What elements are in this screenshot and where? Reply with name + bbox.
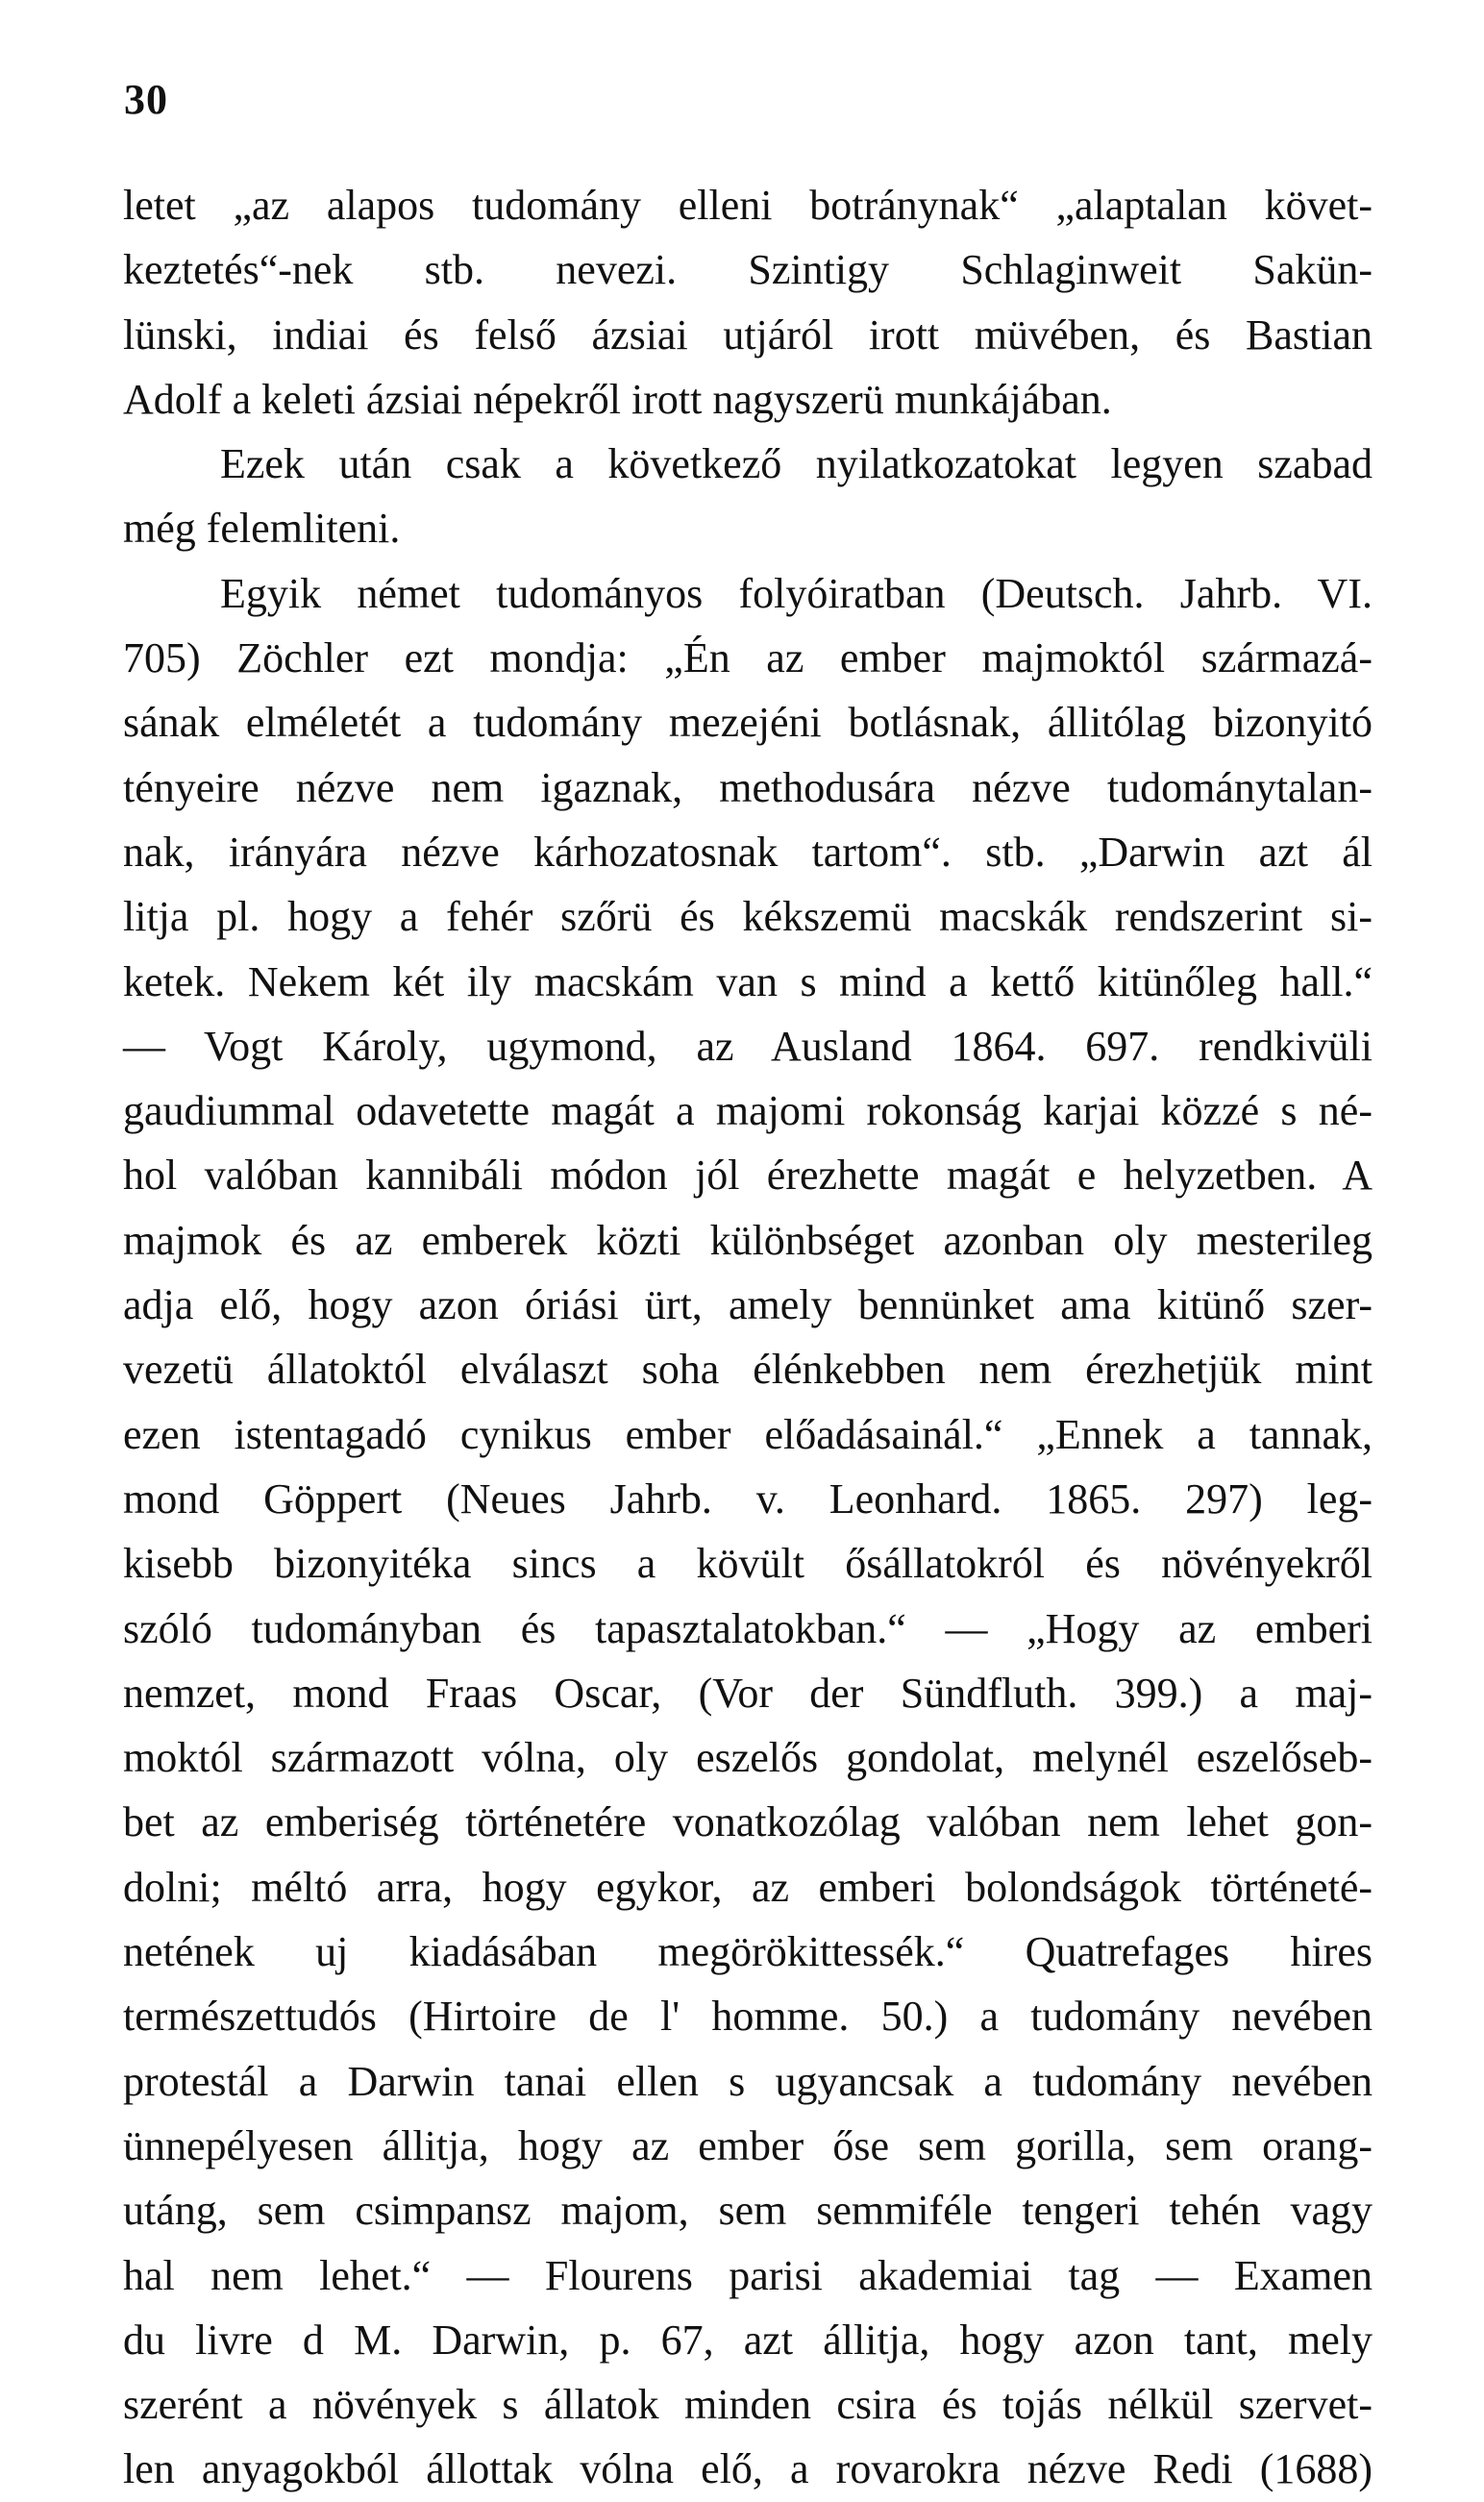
text-line: keztetés“-nek stb. nevezi. Szintigy Schlaginweit Sakün- [123,246,1373,294]
page-number: 30 [124,76,168,123]
text-line: utáng, sem csimpansz majom, sem semmiféle tengeri tehén vagy [123,2187,1373,2235]
text-line: Adolf a keleti ázsiai népekről irott nagyszerü munkájában. [123,375,1112,423]
body-text [123,173,1373,2502]
text-line: szerént a növények s állatok minden csira és tojás nélkül szervet- [123,2381,1373,2429]
text-line: nak, irányára nézve kárhozatosnak tartom“. stb. „Darwin azt ál [123,828,1373,876]
text-line: természettudós (Hirtoire de l' homme. 50.) a tudomány nevében [123,1993,1373,2041]
text-line: ünnepélyesen állitja, hogy az ember őse sem gorilla, sem orang- [123,2121,1373,2169]
text-line: szóló tudományban és tapasztalatokban.“ — „Hogy az emberi [123,1604,1373,1652]
text-line: du livre d M. Darwin, p. 67, azt állitja, hogy azon tant, mely [123,2316,1373,2364]
text-line: letet „az alapos tudomány elleni botránynak“ „alaptalan követ- [123,182,1373,229]
text-line: Egyik német tudományos folyóiratban (Deutsch. Jahrb. VI. [220,569,1373,617]
text-line: mond Göppert (Neues Jahrb. v. Leonhard. 1865. 297) leg- [123,1474,1373,1523]
text-line: ketek. Nekem két ily macskám van s mind a kettő kitünőleg hall.“ [123,957,1373,1005]
text-line: még felemliteni. [123,505,401,553]
text-line: gaudiummal odavetette magát a majomi rokonság karjai közzé s né- [123,1087,1373,1135]
text-line: — Vogt Károly, ugymond, az Ausland 1864. 697. rendkivüli [123,1022,1373,1070]
text-line: bet az emberiség történetére vonatkozólag valóban nem lehet gon- [123,1798,1373,1846]
text-line: lünski, indiai és felső ázsiai utjáról irott müvében, és Bastian [123,310,1373,359]
text-line: netének uj kiadásában megörökittessék.“ Quatrefages hires [123,1928,1373,1976]
text-line: majmok és az emberek közti különbséget azonban oly mesterileg [123,1216,1373,1264]
text-line: sának elméletét a tudomány mezejéni botlásnak, állitólag bizonyitó [123,699,1373,747]
text-line: kisebb bizonyitéka sincs a kövült ősállatokról és növényekről [123,1540,1373,1588]
text-line: moktól származott vólna, oly eszelős gondolat, melynél eszelőseb- [123,1734,1373,1782]
text-line: hol valóban kannibáli módon jól érezhette magát e helyzetben. A [123,1152,1373,1200]
text-line: ezen istentagadó cynikus ember előadásainál.“ „Ennek a tannak, [123,1410,1373,1458]
text-line: len anyagokból állottak vólna elő, a rovarokra nézve Redi (1688) [123,2445,1373,2493]
text-line: hal nem lehet.“ — Flourens parisi akademiai tag — Examen [123,2251,1373,2299]
text-line: nemzet, mond Fraas Oscar, (Vor der Sündfluth. 399.) a maj- [123,1669,1373,1717]
text-line: litja pl. hogy a fehér szőrü és kékszemü macskák rendszerint si- [123,893,1373,941]
text-line: vezetü állatoktól elválaszt soha élénkebben nem érezhetjük mint [123,1346,1373,1394]
text-line: dolni; méltó arra, hogy egykor, az emberi bolondságok történeté- [123,1863,1373,1911]
text-line: 705) Zöchler ezt mondja: „Én az ember majmoktól származá- [123,634,1373,682]
text-line: Ezek után csak a következő nyilatkozatokat legyen szabad [220,440,1373,488]
text-line: tényeire nézve nem igaznak, methodusára nézve tudománytalan- [123,763,1373,811]
text-line: adja elő, hogy azon óriási ürt, amely bennünket ama kitünő szer- [123,1281,1373,1329]
text-line: protestál a Darwin tanai ellen s ugyancsak a tudomány nevében [123,2057,1373,2105]
